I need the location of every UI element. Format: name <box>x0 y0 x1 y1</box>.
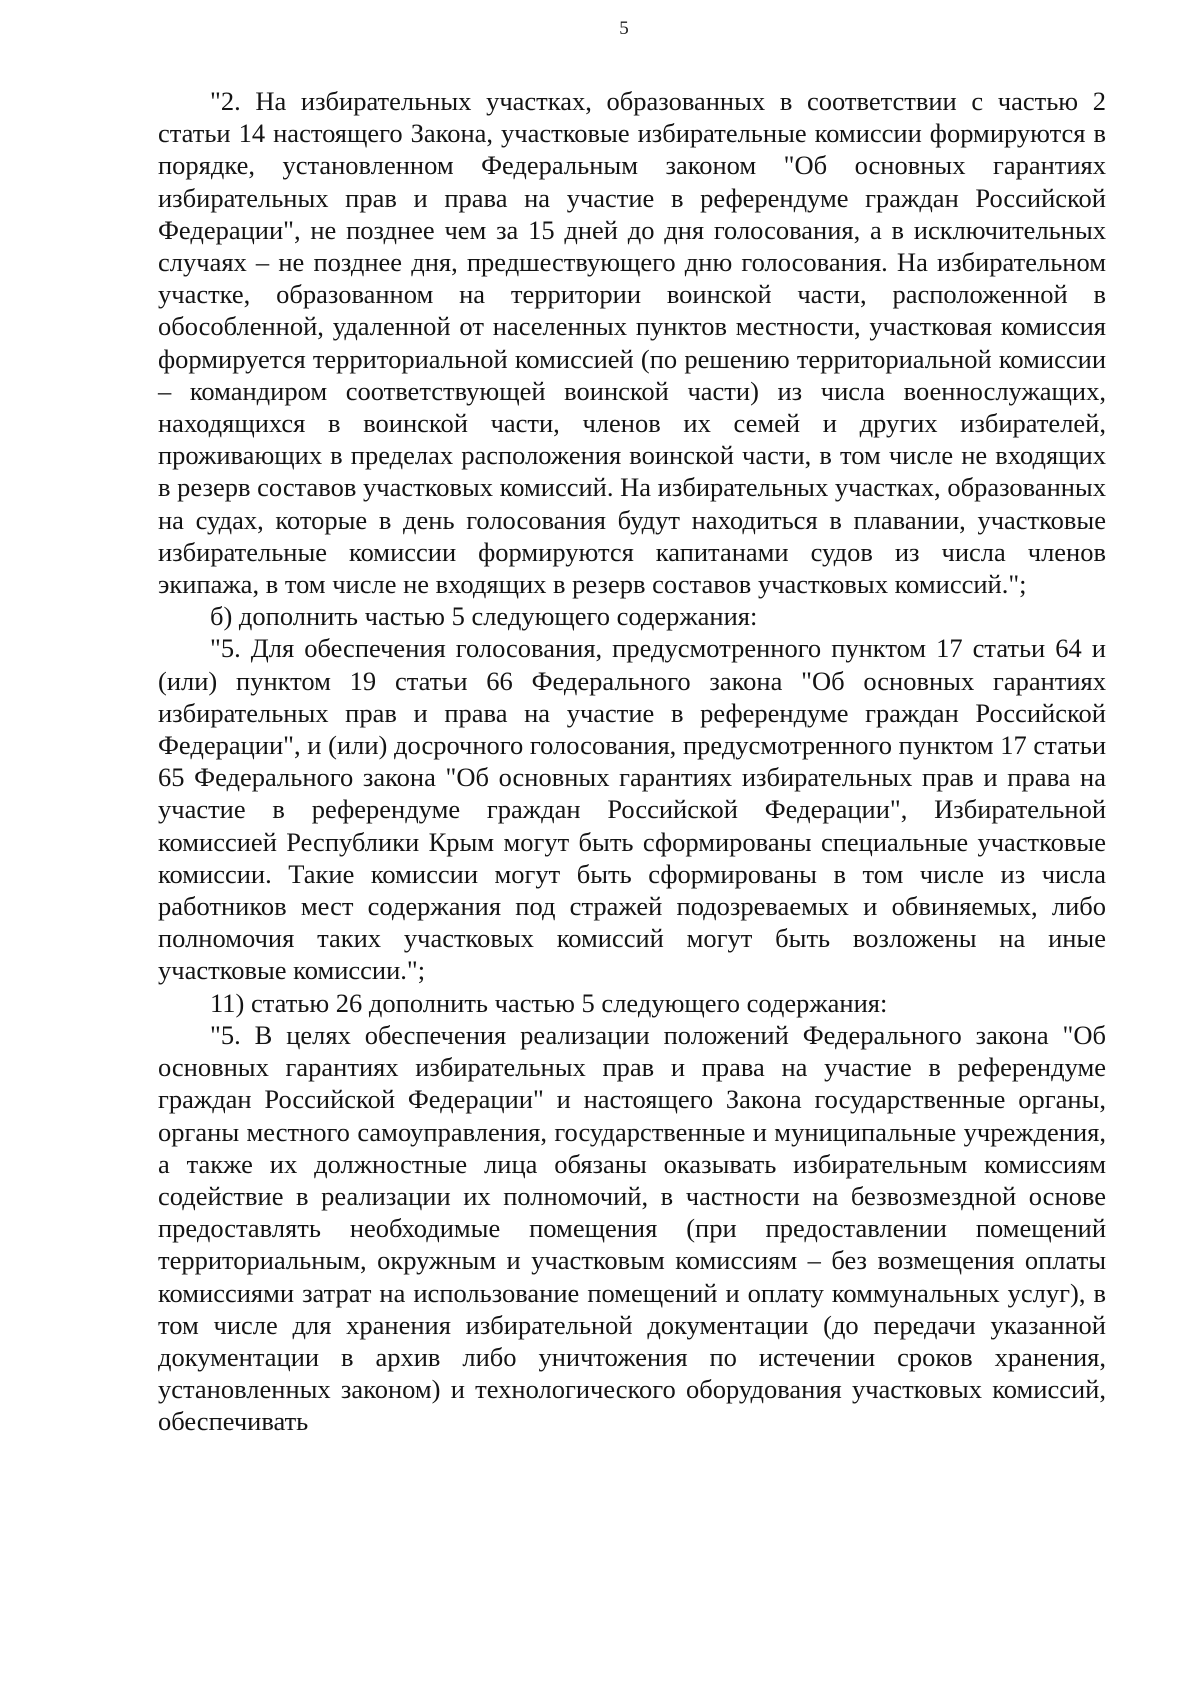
paragraph-clause-5-assistance: "5. В целях обеспечения реализации положений Федерального закона "Об основных гарантиях избирательных прав и права на участие в референдуме граждан Российской Федерации" и настоящего Закона государственные органы, органы местного самоуправления, государственные и муниципальные учреждения, а также их должностные лица обязаны оказывать избирательным комиссиям содействие в реализации их полномочий, в частности на безвозмездной основе предоставлять необходимые помещения (при предоставлении помещений территориальным, окружным и участковым комиссиям – без возмещения оплаты комиссиями затрат на использование помещений и оплату коммунальных услуг), в том числе для хранения избирательной документации (до передачи указанной документации в архив либо уничтожения по истечении сроков хранения, установленных законом) и технологического оборудования участковых комиссий, обеспечивать <box>158 1019 1106 1437</box>
paragraph-item-b: б) дополнить частью 5 следующего содержания: <box>210 601 758 632</box>
paragraph-clause-2: "2. На избирательных участках, образованных в соответствии с частью 2 статьи 14 настоящего Закона, участковые избирательные комиссии формируются в порядке, установленном Федеральным законом "Об основных гарантиях избирательных прав и права на участие в референдуме граждан Российской Федерации", не позднее чем за 15 дней до дня голосования, а в исключительных случаях – не позднее дня, предшествующего дню голосования. На избирательном участке, образованном на территории воинской части, расположенной в обособленной, удаленной от населенных пунктов местности, участковая комиссия формируется территориальной комиссией (по решению территориальной комиссии – командиром соответствующей воинской части) из числа военнослужащих, находящихся в воинской части, членов их семей и других избирателей, проживающих в пределах расположения воинской части, в том числе не входящих в резерв составов участковых комиссий. На избирательных участках, образованных на судах, которые в день голосования будут находиться в плавании, участковые избирательные комиссии формируются капитанами судов из числа членов экипажа, в том числе не входящих в резерв составов участковых комиссий."; <box>158 86 1106 600</box>
document-body <box>158 85 1106 1438</box>
paragraph-item-11: 11) статью 26 дополнить частью 5 следующего содержания: <box>210 987 888 1018</box>
page-number: 5 <box>619 18 629 39</box>
paragraph-clause-5-special-commissions: "5. Для обеспечения голосования, предусмотренного пунктом 17 статьи 64 и (или) пунктом 19 статьи 66 Федерального закона "Об основных гарантиях избирательных прав и права на участие в референдуме граждан Российской Федерации", и (или) досрочного голосования, предусмотренного пунктом 17 статьи 65 Федерального закона "Об основных гарантиях избирательных прав и права на участие в референдуме граждан Российской Федерации", Избирательной комиссией Республики Крым могут быть сформированы специальные участковые комиссии. Такие комиссии могут быть сформированы в том числе из числа работников мест содержания под стражей подозреваемых и обвиняемых, либо полномочия таких участковых комиссий могут быть возложены на иные участковые комиссии."; <box>158 633 1106 986</box>
